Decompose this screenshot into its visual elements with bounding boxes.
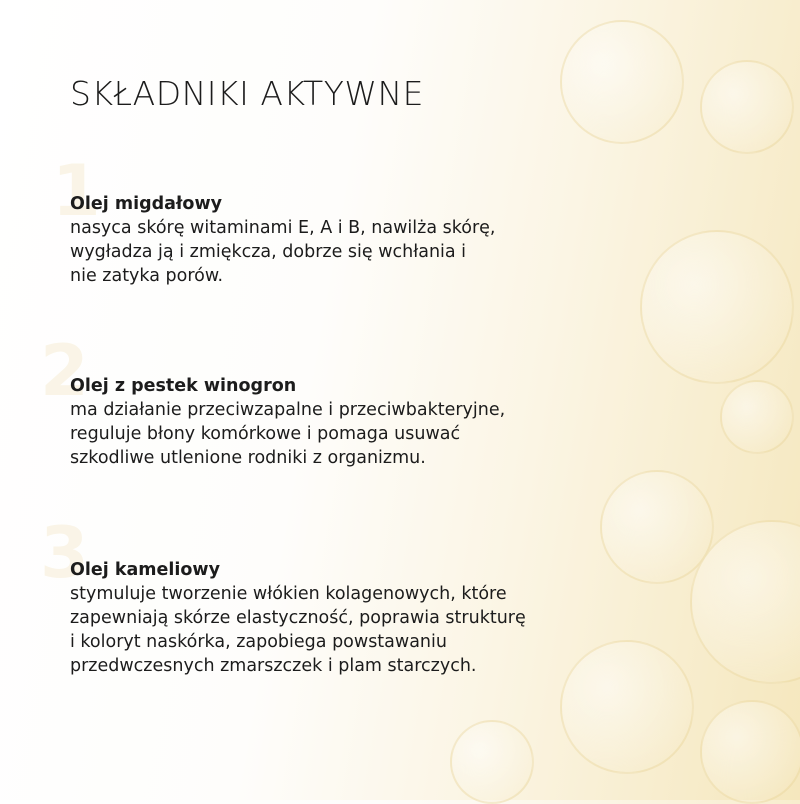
description-line: ma działanie przeciwzapalne i przeciwbakteryjne, (70, 400, 506, 420)
ingredient-heading: Olej z pestek winogron (70, 376, 297, 396)
description-line: zapewniają skórze elastyczność, poprawia strukturę (70, 608, 526, 628)
ingredient-heading: Olej migdałowy (70, 194, 223, 214)
description-line: szkodliwe utlenione rodniki z organizmu. (70, 448, 426, 468)
description-line: wygładza ją i zmiękcza, dobrze się wchłania i (70, 242, 467, 262)
item-number: 1 (52, 150, 101, 232)
description-line: reguluje błony komórkowe i pomaga usuwać (70, 424, 461, 444)
item-number: 3 (40, 512, 89, 594)
ingredient-item (70, 558, 630, 678)
item-number: 2 (40, 330, 89, 412)
ingredient-heading: Olej kameliowy (70, 560, 220, 580)
ingredient-item (70, 374, 630, 470)
description-line: nie zatyka porów. (70, 266, 224, 286)
ingredient-item (70, 192, 630, 288)
page-title: SKŁADNIKI AKTYWNE (70, 74, 425, 113)
description-line: nasyca skórę witaminami E, A i B, nawilża skórę, (70, 218, 496, 238)
description-line: przedwczesnych zmarszczek i plam starczych. (70, 656, 477, 676)
description-line: i koloryt naskórka, zapobiega powstawaniu (70, 632, 447, 652)
description-line: stymuluje tworzenie włókien kolagenowych, które (70, 584, 507, 604)
